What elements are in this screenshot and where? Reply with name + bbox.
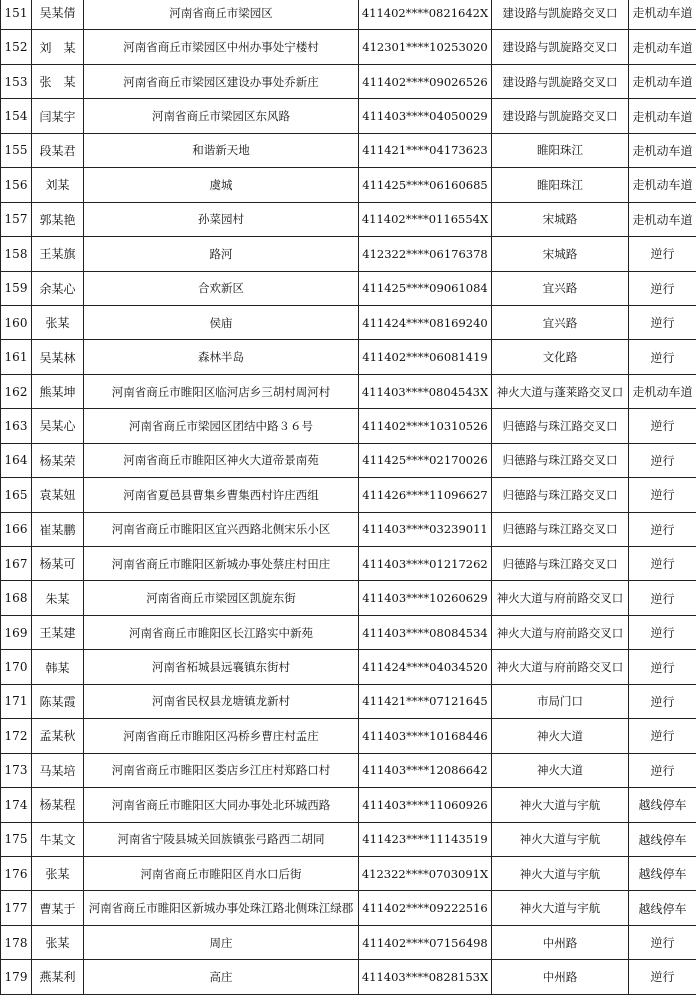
- record-name: 张某: [32, 925, 84, 959]
- record-id-number: 411425****09061084: [359, 271, 492, 305]
- record-location: 建设路与凯旋路交叉口: [492, 99, 629, 133]
- table-row: [1, 925, 696, 959]
- record-location: 建设路与凯旋路交叉口: [492, 30, 629, 64]
- record-name: 杨某可: [32, 547, 84, 581]
- record-location: 神火大道: [492, 719, 629, 753]
- record-name: 陈某霞: [32, 684, 84, 718]
- record-location: 中州路: [492, 925, 629, 959]
- record-id-number: 411402****0116554X: [359, 202, 492, 236]
- record-violation: 逆行: [629, 512, 696, 546]
- record-location: 神火大道与宇航: [492, 822, 629, 856]
- record-name: 郭某艳: [32, 202, 84, 236]
- record-name: 朱某: [32, 581, 84, 615]
- record-location: 宋城路: [492, 237, 629, 271]
- record-name: 杨某程: [32, 788, 84, 822]
- record-id-number: 411402****09222516: [359, 891, 492, 925]
- record-address: 河南省商丘市睢阳区长江路实中新苑: [84, 615, 359, 649]
- table-row: [1, 788, 696, 822]
- table-row: [1, 684, 696, 718]
- record-violation: 走机动车道: [629, 0, 696, 30]
- record-address: 河南省商丘市睢阳区大同办事处北环城西路: [84, 788, 359, 822]
- table-row: [1, 168, 696, 202]
- record-number: 172: [1, 719, 32, 753]
- record-location: 神火大道与宇航: [492, 788, 629, 822]
- record-id-number: 411403****0828153X: [359, 960, 492, 994]
- records-body: [1, 0, 696, 994]
- record-name: 张 某: [32, 64, 84, 98]
- record-location: 归德路与珠江路交叉口: [492, 478, 629, 512]
- record-number: 161: [1, 340, 32, 374]
- record-name: 余某心: [32, 271, 84, 305]
- record-name: 闫某宇: [32, 99, 84, 133]
- record-violation: 逆行: [629, 615, 696, 649]
- record-id-number: 411425****06160685: [359, 168, 492, 202]
- record-address: 河南省商丘市睢阳区神火大道帝景南苑: [84, 443, 359, 477]
- record-number: 153: [1, 64, 32, 98]
- record-location: 宜兴路: [492, 305, 629, 339]
- record-violation: 逆行: [629, 581, 696, 615]
- record-id-number: 411425****02170026: [359, 443, 492, 477]
- record-id-number: 411403****10260629: [359, 581, 492, 615]
- record-name: 张某: [32, 856, 84, 890]
- record-violation: 逆行: [629, 271, 696, 305]
- record-violation: 走机动车道: [629, 168, 696, 202]
- record-address: 河南省夏邑县曹集乡曹集西村许庄西组: [84, 478, 359, 512]
- record-violation: 越线停车: [629, 856, 696, 890]
- record-location: 神火大道与蓬莱路交叉口: [492, 374, 629, 408]
- record-id-number: 411421****04173623: [359, 133, 492, 167]
- record-number: 171: [1, 684, 32, 718]
- record-number: 159: [1, 271, 32, 305]
- record-number: 168: [1, 581, 32, 615]
- record-location: 神火大道与府前路交叉口: [492, 615, 629, 649]
- record-address: 河南省商丘市睢阳区娄店乡江庄村郑路口村: [84, 753, 359, 787]
- record-name: 杨某荣: [32, 443, 84, 477]
- record-address: 路河: [84, 237, 359, 271]
- record-location: 神火大道与宇航: [492, 891, 629, 925]
- record-id-number: 411426****11096627: [359, 478, 492, 512]
- record-location: 中州路: [492, 960, 629, 994]
- record-id-number: 412322****06176378: [359, 237, 492, 271]
- record-id-number: 411424****04034520: [359, 650, 492, 684]
- record-name: 韩某: [32, 650, 84, 684]
- record-id-number: 411402****10310526: [359, 409, 492, 443]
- record-name: 熊某坤: [32, 374, 84, 408]
- record-address: 河南省商丘市梁园区东风路: [84, 99, 359, 133]
- record-number: 178: [1, 925, 32, 959]
- record-violation: 逆行: [629, 719, 696, 753]
- record-name: 袁某妞: [32, 478, 84, 512]
- record-id-number: 411403****0804543X: [359, 374, 492, 408]
- table-row: [1, 374, 696, 408]
- record-address: 河南省商丘市梁园区凯旋东街: [84, 581, 359, 615]
- record-address: 和谐新天地: [84, 133, 359, 167]
- record-name: 马某培: [32, 753, 84, 787]
- table-row: [1, 615, 696, 649]
- record-location: 建设路与凯旋路交叉口: [492, 0, 629, 30]
- record-violation: 逆行: [629, 237, 696, 271]
- record-address: 高庄: [84, 960, 359, 994]
- record-id-number: 411423****11143519: [359, 822, 492, 856]
- record-location: 归德路与珠江路交叉口: [492, 443, 629, 477]
- table-row: [1, 202, 696, 236]
- table-row: [1, 960, 696, 994]
- table-row: [1, 237, 696, 271]
- record-id-number: 412322****0703091X: [359, 856, 492, 890]
- table-row: [1, 478, 696, 512]
- record-name: 刘 某: [32, 30, 84, 64]
- record-address: 虞城: [84, 168, 359, 202]
- table-row: [1, 443, 696, 477]
- record-id-number: 411424****08169240: [359, 305, 492, 339]
- table-row: [1, 719, 696, 753]
- record-number: 174: [1, 788, 32, 822]
- table-row: [1, 512, 696, 546]
- record-violation: 越线停车: [629, 788, 696, 822]
- record-name: 吴某林: [32, 340, 84, 374]
- table-row: [1, 30, 696, 64]
- record-location: 归德路与珠江路交叉口: [492, 512, 629, 546]
- record-number: 169: [1, 615, 32, 649]
- table-row: [1, 547, 696, 581]
- record-name: 崔某鹏: [32, 512, 84, 546]
- record-address: 河南省商丘市梁园区建设办事处乔新庄: [84, 64, 359, 98]
- record-violation: 逆行: [629, 650, 696, 684]
- record-number: 164: [1, 443, 32, 477]
- record-violation: 逆行: [629, 753, 696, 787]
- table-row: [1, 891, 696, 925]
- table-row: [1, 650, 696, 684]
- record-location: 神火大道与府前路交叉口: [492, 650, 629, 684]
- record-id-number: 411403****03239011: [359, 512, 492, 546]
- record-number: 176: [1, 856, 32, 890]
- record-id-number: 411403****08084534: [359, 615, 492, 649]
- record-number: 179: [1, 960, 32, 994]
- table-row: [1, 305, 696, 339]
- record-name: 王某旗: [32, 237, 84, 271]
- record-address: 河南省民权县龙塘镇龙新村: [84, 684, 359, 718]
- record-id-number: 411402****07156498: [359, 925, 492, 959]
- record-location: 归德路与珠江路交叉口: [492, 409, 629, 443]
- record-violation: 走机动车道: [629, 64, 696, 98]
- table-row: [1, 133, 696, 167]
- record-address: 河南省商丘市睢阳区冯桥乡曹庄村孟庄: [84, 719, 359, 753]
- table-row: [1, 409, 696, 443]
- record-id-number: 411403****04050029: [359, 99, 492, 133]
- record-address: 合欢新区: [84, 271, 359, 305]
- record-violation: 走机动车道: [629, 133, 696, 167]
- record-name: 段某君: [32, 133, 84, 167]
- record-violation: 逆行: [629, 305, 696, 339]
- record-location: 宋城路: [492, 202, 629, 236]
- record-number: 175: [1, 822, 32, 856]
- record-violation: 走机动车道: [629, 202, 696, 236]
- record-violation: 逆行: [629, 409, 696, 443]
- record-address: 河南省商丘市梁园区: [84, 0, 359, 30]
- table-row: [1, 753, 696, 787]
- record-location: 神火大道: [492, 753, 629, 787]
- record-name: 张某: [32, 305, 84, 339]
- record-number: 170: [1, 650, 32, 684]
- record-id-number: 411403****12086642: [359, 753, 492, 787]
- record-violation: 走机动车道: [629, 374, 696, 408]
- record-name: 牛某文: [32, 822, 84, 856]
- record-number: 166: [1, 512, 32, 546]
- record-id-number: 411421****07121645: [359, 684, 492, 718]
- record-number: 173: [1, 753, 32, 787]
- record-location: 睢阳珠江: [492, 133, 629, 167]
- record-location: 文化路: [492, 340, 629, 374]
- record-number: 165: [1, 478, 32, 512]
- record-id-number: 412301****10253020: [359, 30, 492, 64]
- table-row: [1, 340, 696, 374]
- record-violation: 逆行: [629, 443, 696, 477]
- record-address: 河南省商丘市睢阳区临河店乡三胡村周河村: [84, 374, 359, 408]
- record-number: 177: [1, 891, 32, 925]
- record-address: 河南省宁陵县城关回族镇张弓路西二胡同: [84, 822, 359, 856]
- record-name: 曹某于: [32, 891, 84, 925]
- record-address: 森林半岛: [84, 340, 359, 374]
- record-location: 市局门口: [492, 684, 629, 718]
- record-violation: 越线停车: [629, 891, 696, 925]
- record-number: 157: [1, 202, 32, 236]
- record-location: 归德路与珠江路交叉口: [492, 547, 629, 581]
- record-violation: 走机动车道: [629, 99, 696, 133]
- record-name: 吴某心: [32, 409, 84, 443]
- record-address: 河南省商丘市睢阳区宜兴西路北侧宋乐小区: [84, 512, 359, 546]
- record-violation: 逆行: [629, 960, 696, 994]
- record-violation: 走机动车道: [629, 30, 696, 64]
- record-violation: 逆行: [629, 478, 696, 512]
- table-row: [1, 271, 696, 305]
- record-id-number: 411403****01217262: [359, 547, 492, 581]
- record-id-number: 411402****09026526: [359, 64, 492, 98]
- record-address: 孙菜园村: [84, 202, 359, 236]
- record-number: 167: [1, 547, 32, 581]
- table-row: [1, 581, 696, 615]
- record-id-number: 411403****11060926: [359, 788, 492, 822]
- record-violation: 逆行: [629, 340, 696, 374]
- record-number: 158: [1, 237, 32, 271]
- record-address: 河南省商丘市梁园区中州办事处宁楼村: [84, 30, 359, 64]
- table-row: [1, 99, 696, 133]
- record-address: 河南省商丘市睢阳区肖水口后街: [84, 856, 359, 890]
- record-id-number: 411402****0821642X: [359, 0, 492, 30]
- record-number: 154: [1, 99, 32, 133]
- record-name: 王某建: [32, 615, 84, 649]
- record-location: 宜兴路: [492, 271, 629, 305]
- record-location: 神火大道与府前路交叉口: [492, 581, 629, 615]
- record-violation: 越线停车: [629, 822, 696, 856]
- record-violation: 逆行: [629, 684, 696, 718]
- table-row: [1, 822, 696, 856]
- record-address: 河南省柘城县远襄镇东街村: [84, 650, 359, 684]
- record-address: 周庄: [84, 925, 359, 959]
- record-number: 156: [1, 168, 32, 202]
- record-violation: 逆行: [629, 547, 696, 581]
- record-number: 160: [1, 305, 32, 339]
- record-number: 162: [1, 374, 32, 408]
- record-id-number: 411402****06081419: [359, 340, 492, 374]
- record-name: 刘某: [32, 168, 84, 202]
- record-name: 吴某倩: [32, 0, 84, 30]
- record-location: 建设路与凯旋路交叉口: [492, 64, 629, 98]
- record-address: 河南省商丘市睢阳区新城办事处蔡庄村田庄: [84, 547, 359, 581]
- record-address: 河南省商丘市梁园区团结中路３６号: [84, 409, 359, 443]
- record-violation: 逆行: [629, 925, 696, 959]
- record-address: 侯庙: [84, 305, 359, 339]
- record-number: 155: [1, 133, 32, 167]
- record-id-number: 411403****10168446: [359, 719, 492, 753]
- record-name: 燕某利: [32, 960, 84, 994]
- table-row: [1, 64, 696, 98]
- table-row: [1, 0, 696, 30]
- record-location: 神火大道与宇航: [492, 856, 629, 890]
- record-number: 163: [1, 409, 32, 443]
- record-number: 152: [1, 30, 32, 64]
- record-address: 河南省商丘市睢阳区新城办事处珠江路北侧珠江绿郡: [84, 891, 359, 925]
- record-number: 151: [1, 0, 32, 30]
- record-name: 孟某秋: [32, 719, 84, 753]
- record-location: 睢阳珠江: [492, 168, 629, 202]
- table-row: [1, 856, 696, 890]
